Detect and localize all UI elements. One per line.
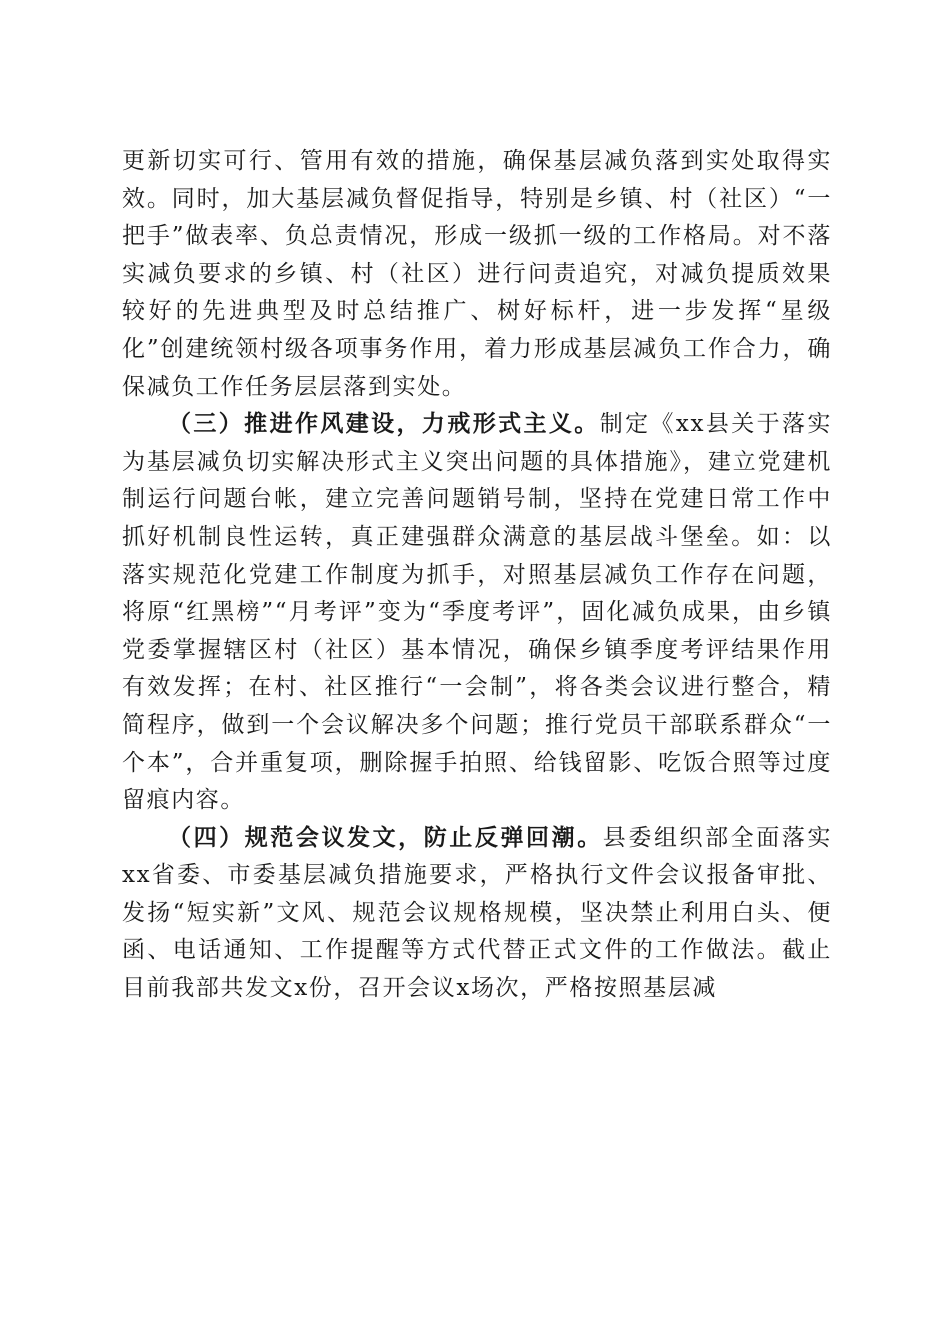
section-3-text: 制定《xx县关于落实为基层减负切实解决形式主义突出问题的具体措施》，建立党建机制运行问题台帐，建立完善问题销号制，坚持在党建日常工作中抓好机制良性运转，真正建强群众满意的基层战斗堡垒。如：以落实规范化党建工作制度为抓手，对照基层减负工作存在问题，将原“红黑榜”“月考评”变为“季度考评”，固化减负成果，由乡镇党委掌握辖区村（社区）基本情况，确保乡镇季度考评结果作用有效发挥；在村、社区推行“一会制”，将各类会议进行整合，精简程序，做到一个会议解决多个问题；推行党员干部联系群众“一个本”，合并重复项，删除握手拍照、给钱留影、吃饭合照等过度留痕内容。	[122, 411, 832, 814]
document-page	[122, 143, 832, 1008]
section-4-text: 县委组织部全面落实xx省委、市委基层减负措施要求，严格执行文件会议报备审批、发扬“短实新”文风、规范会议规格规模，坚决禁止利用白头、便函、电话通知、工作提醒等方式代替正式文件的工作做法。截止目前我部共发文x份，召开会议x场次，严格按照基层减	[122, 824, 833, 1002]
section-4-heading: （四）规范会议发文，防止反弹回潮。	[168, 824, 603, 851]
paragraph-section-3	[122, 406, 832, 820]
paragraph-continuation	[122, 143, 832, 406]
section-3-heading: （三）推进作风建设，力戒形式主义。	[168, 411, 600, 438]
paragraph-section-4	[122, 820, 832, 1008]
paragraph-text: 更新切实可行、管用有效的措施，确保基层减负落到实处取得实效。同时，加大基层减负督促指导，特别是乡镇、村（社区）“一把手”做表率、负总责情况，形成一级抓一级的工作格局。对不落实减负要求的乡镇、村（社区）进行问责追究，对减负提质效果较好的先进典型及时总结推广、树好标杆，进一步发挥“星级化”创建统领村级各项事务作用，着力形成基层减负工作合力，确保减负工作任务层层落到实处。	[122, 148, 832, 400]
